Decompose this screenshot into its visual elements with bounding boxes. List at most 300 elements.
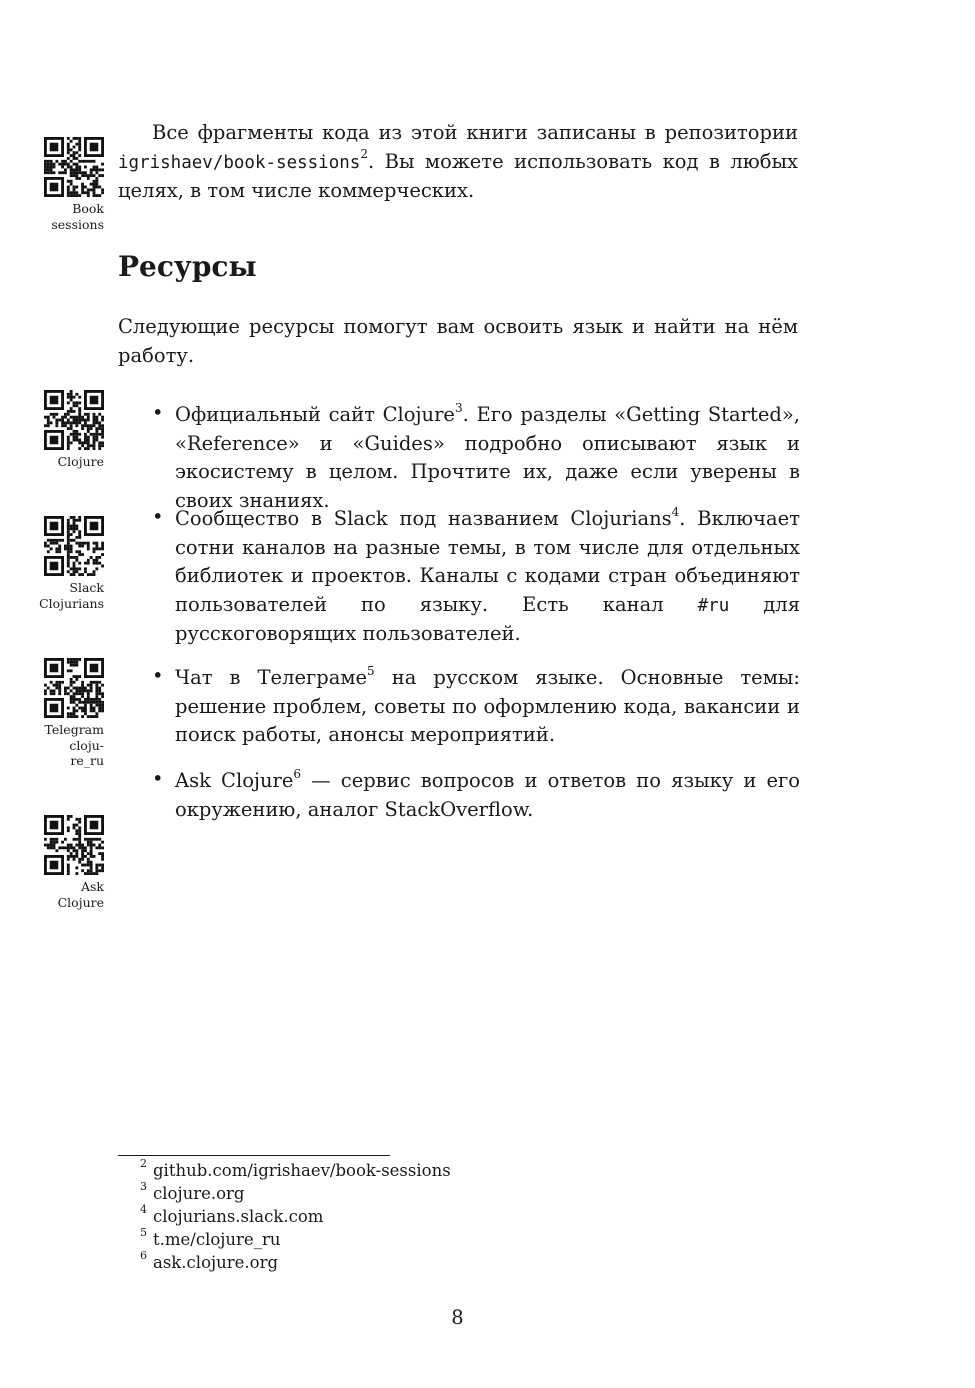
qr-module <box>98 698 101 701</box>
qr-module <box>101 704 104 707</box>
qr-module <box>87 191 90 194</box>
qr-module <box>70 715 73 718</box>
qr-module <box>93 174 96 177</box>
qr-module <box>78 838 81 841</box>
qr-module <box>70 846 73 849</box>
qr-module <box>67 849 70 852</box>
qr-module <box>53 841 56 844</box>
qr-module <box>98 701 101 704</box>
qr-module <box>81 545 84 548</box>
qr-module <box>84 846 87 849</box>
qr-module <box>70 525 73 528</box>
qr-module <box>58 171 61 174</box>
qr-module <box>95 183 98 186</box>
qr-module <box>75 171 78 174</box>
qr-module <box>90 160 93 163</box>
margin-note: Telegram cloju- re_ru <box>44 722 104 768</box>
qr-module <box>81 869 84 872</box>
qr-module <box>44 692 47 695</box>
qr-module <box>87 177 90 180</box>
qr-module <box>75 194 78 197</box>
qr-module <box>101 542 104 545</box>
qr-module <box>78 439 81 442</box>
qr-module <box>101 168 104 171</box>
qr-module <box>50 542 53 545</box>
qr-module <box>98 433 101 436</box>
qr-module <box>75 844 78 847</box>
qr-module <box>78 401 81 404</box>
qr-module <box>44 684 47 687</box>
qr-module <box>87 872 90 875</box>
qr-module <box>44 424 47 427</box>
qr-module <box>87 160 90 163</box>
qr-module <box>101 841 104 844</box>
qr-module <box>98 687 101 690</box>
qr-module <box>90 183 93 186</box>
qr-module <box>90 687 93 690</box>
qr-module <box>50 838 53 841</box>
repo-name: igrishaev/book-sessions <box>118 152 361 173</box>
qr-module <box>67 525 70 528</box>
qr-module <box>93 186 96 189</box>
qr-module <box>50 166 53 169</box>
qr-module <box>55 419 58 422</box>
qr-module <box>70 166 73 169</box>
qr-module <box>70 547 73 550</box>
bullet-marker: • <box>152 767 164 790</box>
qr-module <box>53 416 56 419</box>
qr-module <box>78 519 81 522</box>
qr-module <box>93 707 96 710</box>
qr-module <box>90 704 93 707</box>
qr-module <box>75 436 78 439</box>
qr-module <box>95 715 98 718</box>
qr-module <box>50 421 53 424</box>
qr-module <box>53 413 56 416</box>
qr-module <box>61 539 64 542</box>
qr-module <box>70 168 73 171</box>
qr-module <box>98 846 101 849</box>
qr-module <box>95 433 98 436</box>
qr-finder <box>90 396 99 405</box>
qr-module <box>50 692 53 695</box>
qr-module <box>95 430 98 433</box>
qr-module <box>47 844 50 847</box>
page-number: 8 <box>451 1306 464 1329</box>
qr-module <box>75 536 78 539</box>
qr-module <box>87 413 90 416</box>
qr-module <box>87 689 90 692</box>
qr-module <box>93 180 96 183</box>
qr-module <box>84 174 87 177</box>
qr-module <box>67 872 70 875</box>
qr-module <box>70 545 73 548</box>
qr-module <box>58 846 61 849</box>
qr-module <box>84 447 87 450</box>
qr-module <box>81 553 84 556</box>
qr-module <box>61 424 64 427</box>
qr-module <box>61 421 64 424</box>
bullet-marker: • <box>152 505 164 528</box>
qr-module <box>87 547 90 550</box>
qr-module <box>73 709 76 712</box>
qr-module <box>98 562 101 565</box>
qr-module <box>78 707 81 710</box>
qr-module <box>95 866 98 869</box>
qr-module <box>73 539 76 542</box>
qr-module <box>84 433 87 436</box>
qr-module <box>93 570 96 573</box>
qr-module <box>78 421 81 424</box>
qr-module <box>67 522 70 525</box>
qr-module <box>90 872 93 875</box>
qr-module <box>95 542 98 545</box>
qr-module <box>101 858 104 861</box>
qr-module <box>84 855 87 858</box>
qr-module <box>50 547 53 550</box>
qr-module <box>70 664 73 667</box>
qr-module <box>93 547 96 550</box>
qr-module <box>87 436 90 439</box>
qr-module <box>64 171 67 174</box>
qr-module <box>53 692 56 695</box>
qr-module <box>95 547 98 550</box>
qr-module <box>98 838 101 841</box>
qr-module <box>98 174 101 177</box>
qr-module <box>64 416 67 419</box>
qr-module <box>81 441 84 444</box>
qr-module <box>95 838 98 841</box>
qr-module <box>55 681 58 684</box>
qr-module <box>95 704 98 707</box>
footnote: $^4$ clojurians.slack.com <box>140 1202 324 1226</box>
qr-module <box>81 427 84 430</box>
qr-module <box>70 527 73 530</box>
qr-module <box>47 550 50 553</box>
qr-module <box>67 188 70 191</box>
qr-module <box>93 419 96 422</box>
qr-module <box>55 542 58 545</box>
qr-module <box>87 447 90 450</box>
footnote: $^2$ github.com/igrishaev/book-sessions <box>140 1156 451 1180</box>
qr-module <box>87 559 90 562</box>
qr-module <box>90 841 93 844</box>
qr-module <box>84 701 87 704</box>
qr-module <box>67 396 70 399</box>
qr-module <box>67 519 70 522</box>
qr-module <box>73 146 76 149</box>
qr-module <box>78 148 81 151</box>
qr-module <box>78 396 81 399</box>
qr-module <box>73 824 76 827</box>
qr-module <box>93 413 96 416</box>
qr-finder <box>50 143 59 152</box>
qr-module <box>90 866 93 869</box>
qr-module <box>84 424 87 427</box>
qr-module <box>61 160 64 163</box>
qr-module <box>64 413 67 416</box>
qr-module <box>87 695 90 698</box>
qr-module <box>67 527 70 530</box>
qr-module <box>44 542 47 545</box>
qr-module <box>90 698 93 701</box>
qr-code-icon <box>44 658 104 718</box>
qr-module <box>95 171 98 174</box>
qr-module <box>70 684 73 687</box>
qr-module <box>61 416 64 419</box>
qr-module <box>93 188 96 191</box>
qr-module <box>67 419 70 422</box>
qr-module <box>81 852 84 855</box>
footnote: $^3$ clojure.org <box>140 1179 245 1203</box>
qr-module <box>53 163 56 166</box>
qr-module <box>87 441 90 444</box>
qr-module <box>84 864 87 867</box>
qr-module <box>53 684 56 687</box>
qr-module <box>50 841 53 844</box>
qr-finder <box>50 436 59 445</box>
qr-module <box>67 829 70 832</box>
qr-finder <box>50 396 59 405</box>
qr-module <box>67 658 70 661</box>
qr-module <box>84 421 87 424</box>
qr-module <box>101 692 104 695</box>
qr-module <box>67 565 70 568</box>
qr-module <box>70 194 73 197</box>
qr-module <box>75 849 78 852</box>
qr-module <box>67 864 70 867</box>
qr-module <box>75 838 78 841</box>
qr-module <box>70 533 73 536</box>
qr-module <box>55 687 58 690</box>
qr-module <box>73 573 76 576</box>
qr-module <box>67 715 70 718</box>
qr-module <box>90 171 93 174</box>
qr-module <box>78 516 81 519</box>
qr-module <box>73 664 76 667</box>
qr-module <box>101 188 104 191</box>
qr-module <box>70 815 73 818</box>
qr-module <box>81 419 84 422</box>
qr-module <box>50 539 53 542</box>
qr-module <box>93 191 96 194</box>
qr-module <box>67 413 70 416</box>
qr-module <box>93 573 96 576</box>
qr-module <box>87 444 90 447</box>
qr-module <box>73 846 76 849</box>
qr-module <box>98 413 101 416</box>
qr-module <box>81 188 84 191</box>
qr-module <box>70 567 73 570</box>
qr-module <box>90 174 93 177</box>
qr-module <box>90 855 93 858</box>
qr-module <box>90 689 93 692</box>
qr-module <box>73 855 76 858</box>
footnote: $^6$ ask.clojure.org <box>140 1248 279 1272</box>
qr-module <box>78 413 81 416</box>
qr-module <box>73 188 76 191</box>
qr-module <box>73 396 76 399</box>
qr-module <box>70 539 73 542</box>
qr-module <box>67 858 70 861</box>
qr-module <box>101 441 104 444</box>
qr-module <box>101 427 104 430</box>
qr-module <box>64 689 67 692</box>
qr-module <box>64 421 67 424</box>
qr-module <box>98 441 101 444</box>
qr-module <box>75 166 78 169</box>
qr-module <box>75 401 78 404</box>
qr-module <box>87 542 90 545</box>
qr-module <box>90 849 93 852</box>
qr-module <box>75 157 78 160</box>
qr-finder <box>50 183 59 192</box>
qr-module <box>90 684 93 687</box>
qr-module <box>58 687 61 690</box>
qr-module <box>70 689 73 692</box>
qr-module <box>93 872 96 875</box>
qr-module <box>67 869 70 872</box>
qr-module <box>101 852 104 855</box>
qr-module <box>87 869 90 872</box>
qr-module <box>70 407 73 410</box>
qr-module <box>90 433 93 436</box>
qr-module <box>75 430 78 433</box>
qr-module <box>75 168 78 171</box>
qr-module <box>93 844 96 847</box>
qr-module <box>78 140 81 143</box>
qr-module <box>98 447 101 450</box>
qr-module <box>73 687 76 690</box>
qr-module <box>90 556 93 559</box>
qr-module <box>101 866 104 869</box>
qr-module <box>84 562 87 565</box>
qr-module <box>98 194 101 197</box>
qr-module <box>87 864 90 867</box>
qr-module <box>50 168 53 171</box>
qr-module <box>70 427 73 430</box>
qr-module <box>95 692 98 695</box>
qr-module <box>95 562 98 565</box>
qr-module <box>78 419 81 422</box>
qr-module <box>81 416 84 419</box>
qr-module <box>78 433 81 436</box>
qr-module <box>73 191 76 194</box>
qr-module <box>101 191 104 194</box>
qr-code-icon <box>44 137 104 197</box>
qr-module <box>47 160 50 163</box>
qr-module <box>90 852 93 855</box>
qr-module <box>101 436 104 439</box>
qr-module <box>55 424 58 427</box>
qr-module <box>64 547 67 550</box>
qr-module <box>93 838 96 841</box>
qr-module <box>75 424 78 427</box>
qr-module <box>78 567 81 570</box>
qr-module <box>78 689 81 692</box>
qr-module <box>75 186 78 189</box>
qr-module <box>47 416 50 419</box>
qr-module <box>67 846 70 849</box>
qr-module <box>67 559 70 562</box>
qr-module <box>73 565 76 568</box>
qr-module <box>87 838 90 841</box>
qr-module <box>101 444 104 447</box>
qr-module <box>78 536 81 539</box>
qr-module <box>81 858 84 861</box>
qr-module <box>70 191 73 194</box>
qr-module <box>95 421 98 424</box>
qr-module <box>50 689 53 692</box>
qr-module <box>55 160 58 163</box>
qr-module <box>84 849 87 852</box>
qr-module <box>67 401 70 404</box>
qr-module <box>75 872 78 875</box>
qr-module <box>93 444 96 447</box>
qr-module <box>44 171 47 174</box>
footnote-ref: 4 <box>671 504 680 519</box>
qr-module <box>67 166 70 169</box>
qr-module <box>73 186 76 189</box>
qr-module <box>81 687 84 690</box>
qr-module <box>67 427 70 430</box>
qr-module <box>67 137 70 140</box>
qr-module <box>95 689 98 692</box>
qr-module <box>78 826 81 829</box>
qr-code-icon <box>44 815 104 875</box>
qr-module <box>73 151 76 154</box>
qr-module <box>50 844 53 847</box>
qr-module <box>47 424 50 427</box>
qr-module <box>55 547 58 550</box>
qr-module <box>95 436 98 439</box>
qr-module <box>81 692 84 695</box>
qr-module <box>95 687 98 690</box>
qr-module <box>47 163 50 166</box>
qr-module <box>67 661 70 664</box>
qr-module <box>101 424 104 427</box>
qr-module <box>73 567 76 570</box>
qr-module <box>64 838 67 841</box>
qr-module <box>64 687 67 690</box>
qr-module <box>73 163 76 166</box>
qr-module <box>98 186 101 189</box>
qr-module <box>67 393 70 396</box>
qr-module <box>84 166 87 169</box>
qr-module <box>70 148 73 151</box>
qr-module <box>81 689 84 692</box>
qr-module <box>73 556 76 559</box>
qr-module <box>81 709 84 712</box>
qr-module <box>70 678 73 681</box>
qr-module <box>75 704 78 707</box>
qr-module <box>73 436 76 439</box>
qr-module <box>75 419 78 422</box>
qr-module <box>61 846 64 849</box>
qr-module <box>70 661 73 664</box>
qr-module <box>67 163 70 166</box>
qr-module <box>93 562 96 565</box>
qr-module <box>47 545 50 548</box>
qr-module <box>87 861 90 864</box>
qr-module <box>73 174 76 177</box>
qr-module <box>70 393 73 396</box>
qr-module <box>75 151 78 154</box>
qr-module <box>58 539 61 542</box>
qr-module <box>98 424 101 427</box>
qr-module <box>78 829 81 832</box>
qr-module <box>101 869 104 872</box>
